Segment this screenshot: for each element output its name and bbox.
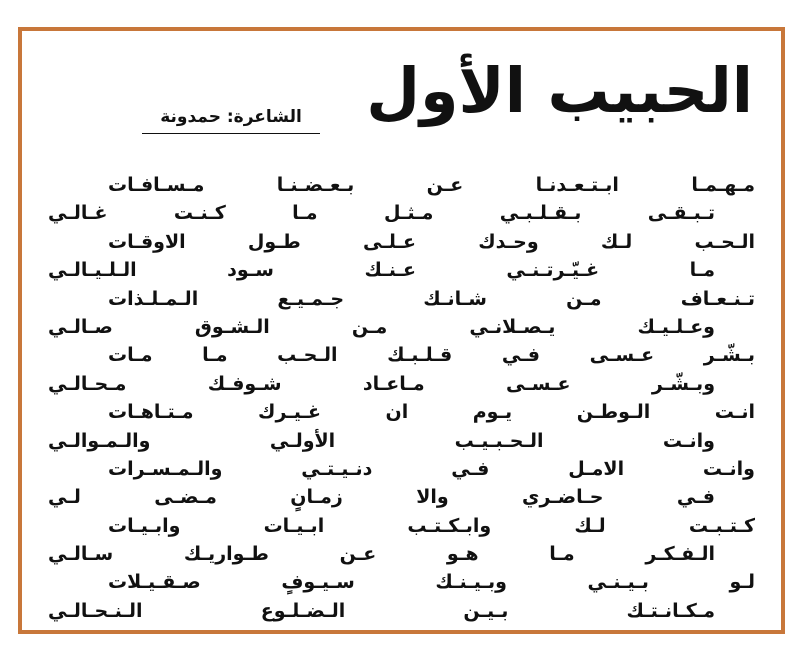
verse-line: وبـشّـر عـسـى مـاعـاد شـوفـك مـحـالـي [48, 372, 715, 395]
verse-line: بـشّـر عـسـى فـي قـلـبـك الـحـب مـا مـات [108, 344, 755, 367]
poem-verses [48, 171, 755, 625]
verse-line: وانـت الامـل فـي دنـيـتـي والـمـسـرات [108, 457, 755, 480]
verse-line: لـو بـيـنـي وبـيـنـك سـيـوفٍ صـقـيـلات [108, 571, 755, 594]
verse-line: فـي حـاضـري والا زمـانٍ مـضـى لـي [48, 486, 715, 509]
verse-line: تـنـعـاف مـن شـانـك جـمـيـع الـمـلـذات [108, 287, 755, 310]
verse-line: وعـلـيـك يـصـلانـي مـن الـشـوق صـالـي [48, 315, 715, 338]
verse-line: انـت الـوطـن يـوم ان غـيـرك مـتـاهـات [108, 401, 755, 424]
verse-line: الـفـكـر مـا هـو عـن طـواريـك سـالـي [48, 543, 715, 566]
verse-line: كـتـبـت لـك وابـكـتـب ابـيـات وابـيـات [108, 514, 755, 537]
verse-line: وانـت الـحـبـيـب الأولـي والـمـوالـي [48, 429, 715, 452]
verse-line: الـحـب لـك وحـدك عـلـى طـول الاوقـات [108, 230, 755, 253]
poet-name: الشاعرة: حمدونة [142, 105, 320, 134]
verse-line: تـبـقـى بـقـلـبـي مـثـل مـا كـنـت غـالـي [48, 202, 715, 225]
verse-line: مـا غـيّـرتـنـي عـنـك سـود الـلـيـالـي [48, 259, 715, 282]
poem-title: الحبيب الأول [366, 54, 753, 127]
poem-frame [18, 27, 785, 634]
verse-line: مـكـانـتـك بـيـن الـضـلـوع الـنـحـالـي [48, 599, 715, 622]
verse-line: مـهـمـا ابـتـعـدنـا عـن بـعـضـنـا مـسـافـات [108, 174, 755, 196]
